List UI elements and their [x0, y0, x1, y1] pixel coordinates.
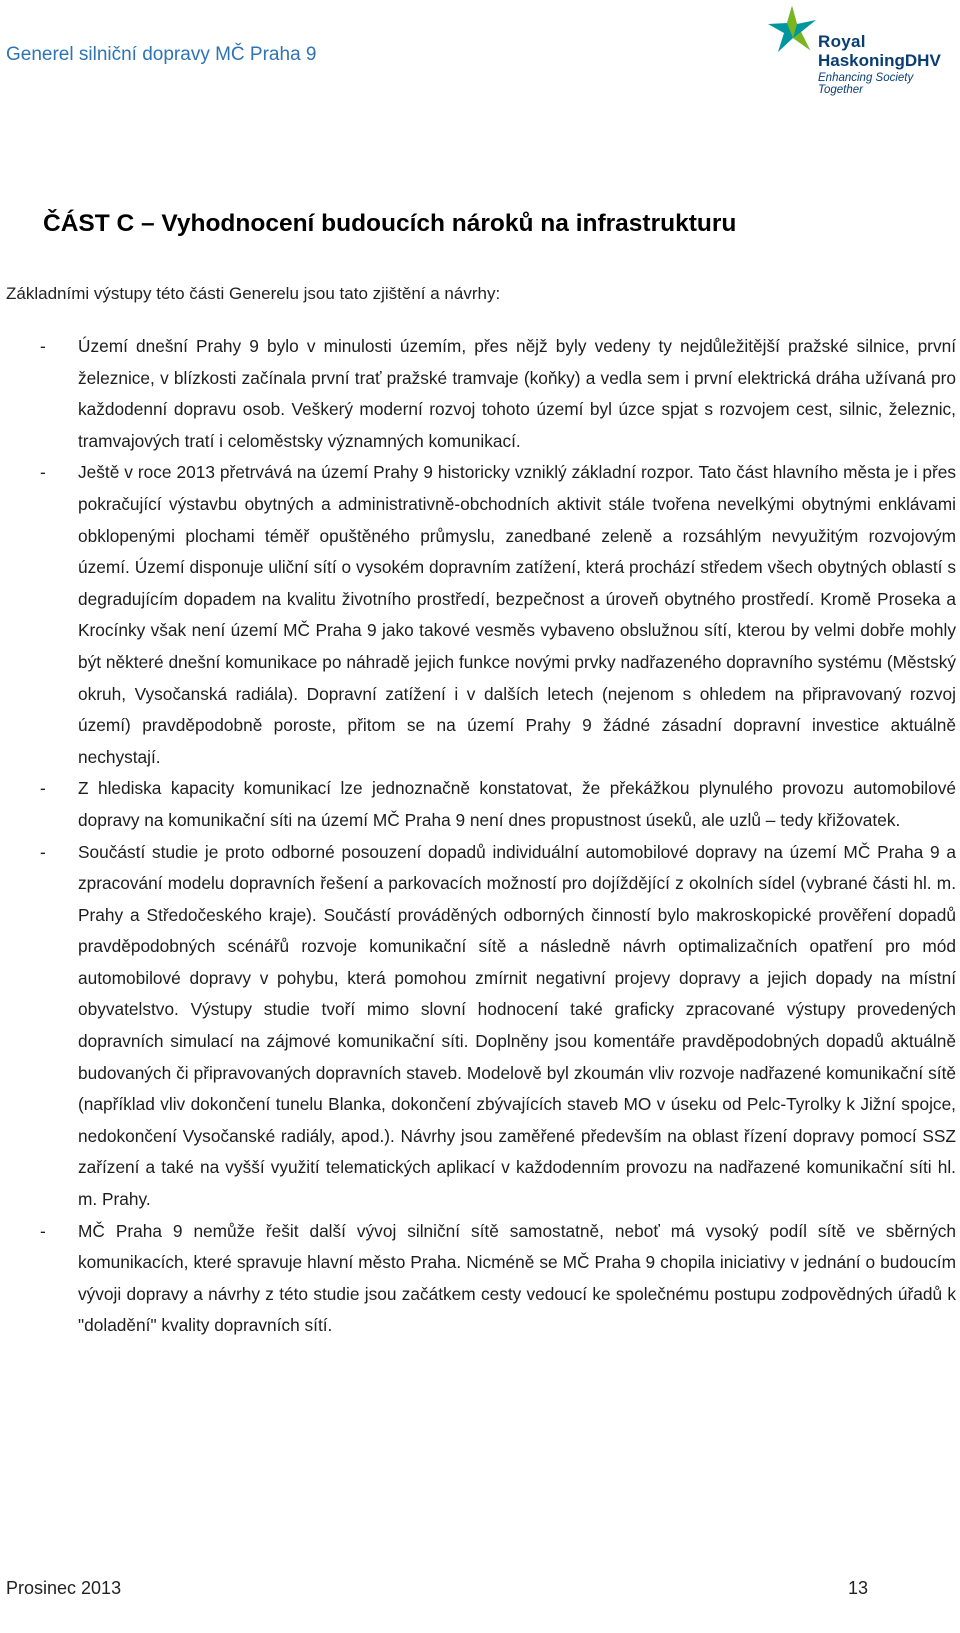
list-item-text: MČ Praha 9 nemůže řešit další vývoj silniční sítě samostatně, neboť má vysoký podíl sítě ve sběrných komunikacích, které spravuje hlavní město Praha. Nicméně se MČ Praha 9 chopila iniciativy v jednání o budoucím vývoji dopravy a návrhy z této studie jsou začátkem cesty vedoucí ke společnému postupu zodpovědných úřadů k "doladění" kvality dopravních sítí.: [78, 1220, 956, 1336]
findings-list: [40, 331, 956, 1342]
list-item: [40, 1216, 956, 1342]
list-item-text: Součástí studie je proto odborné posouzení dopadů individuální automobilové dopravy na území MČ Praha 9 a zpracování modelu dopravních řešení a parkovacích možností pro dojíždějící z okolních sídel (vybrané části hl. m. Prahy a Středočeského kraje). Součástí prováděných odborných činností bylo makroskopické prověření dopadů pravděpodobných scénářů rozvoje komunikační sítě a následně návrh optimalizačních opatření pro mód automobilové dopravy v pohybu, která pomohou zmírnit negativní projevy dopravy a jejich dopady na místní obyvatelstvo. Výstupy studie tvoří mimo slovní hodnocení také graficky zpracované výstupy provedených dopravních simulací na zájmové komunikační síti. Doplněny jsou komentáře pravděpodobných dopadů aktuálně budovaných či připravovaných dopravních staveb. Modelově byl zkoumán vliv rozvoje nadřazené komunikační sítě (například vliv dokončení tunelu Blanka, dokončení zbývajících staveb MO v úseku od Pelc-Tyrolky k Jižní spojce, nedokončení Vysočanské radiály, apod.). Návrhy jsou zaměřené především na oblast řízení dopravy pomocí SSZ zařízení a také na vyšší využití telematických aplikací v každodenním provozu na nadřazené komunikační síti hl. m. Prahy.: [78, 841, 956, 1210]
star-emblem-icon: [766, 4, 822, 60]
logo-tagline: Enhancing Society Together: [818, 72, 914, 96]
bullet-dash: -: [40, 462, 46, 483]
bullet-dash: -: [40, 1220, 46, 1241]
intro-text: Základními výstupy této části Generelu jsou tato zjištění a návrhy:: [6, 284, 501, 303]
footer-date: Prosinec 2013: [6, 1578, 122, 1598]
running-title: Generel silniční dopravy MČ Praha 9: [6, 44, 317, 65]
company-logo: [766, 4, 956, 96]
bullet-dash: -: [40, 336, 46, 356]
list-item-text: Území dnešní Prahy 9 bylo v minulosti územím, přes nějž byly vedeny ty nejdůležitější pražské silnice, první železnice, v blízkosti začínala první trať pražské tramvaje (koňky) a vedla sem i první elektrická dráha užívaná pro každodenní dopravu osob. Veškerý moderní rozvoj tohoto území byl úzce spjat s rozvojem cest, silnic, železnic, tramvajových tratí i celoměstsky významných komunikací.: [78, 336, 956, 451]
list-item-text: Ještě v roce 2013 přetrvává na území Prahy 9 historicky vzniklý základní rozpor. Tato část hlavního města je i přes pokračující výstavbu obytných a administrativně-obchodních aktivit stále tvořena nevelkými obytnými enklávami obklopenými plochami téměř opuštěného průmyslu, zanedbané zeleně a rozsáhlým nevyužitým rozvojovým území. Území disponuje uliční sítí o vysokém dopravním zatížení, která prochází středem všech obytných oblastí s degradujícím dopadem na kvalitu životního prostředí, bezpečnost a úroveň obytného prostředí. Kromě Proseka a Krocínky však není území MČ Praha 9 jako takové vesměs vybaveno obslužnou sítí, kterou by velmi dobře mohly být některé dnešní komunikace po náhradě jejich funkce novými prvky nadřazeného dopravního systému (Městský okruh, Vysočanská radiála). Dopravní zatížení i v dalších letech (nejenom s ohledem na připravovaný rozvoj území) pravděpodobně poroste, přitom se na území Prahy 9 žádné zásadní dopravní investice aktuálně nechystají.: [78, 462, 956, 767]
logo-line-royal: Royal: [818, 32, 866, 51]
list-item: [40, 837, 956, 1216]
logo-line-haskoning: HaskoningDHV: [818, 51, 941, 70]
list-item: [40, 773, 956, 836]
page-number: 13: [848, 1578, 869, 1598]
bullet-dash: -: [40, 778, 46, 799]
bullet-dash: -: [40, 841, 46, 862]
section-heading: ČÁST C – Vyhodnocení budoucích nároků na infrastrukturu: [43, 210, 737, 237]
list-item-text: Z hlediska kapacity komunikací lze jednoznačně konstatovat, že překážkou plynulého provozu automobilové dopravy na komunikační síti na území MČ Praha 9 není dnes propustnost úseků, ale uzlů – tedy křižovatek.: [78, 778, 956, 830]
list-item: [40, 331, 956, 457]
list-item: [40, 457, 956, 773]
